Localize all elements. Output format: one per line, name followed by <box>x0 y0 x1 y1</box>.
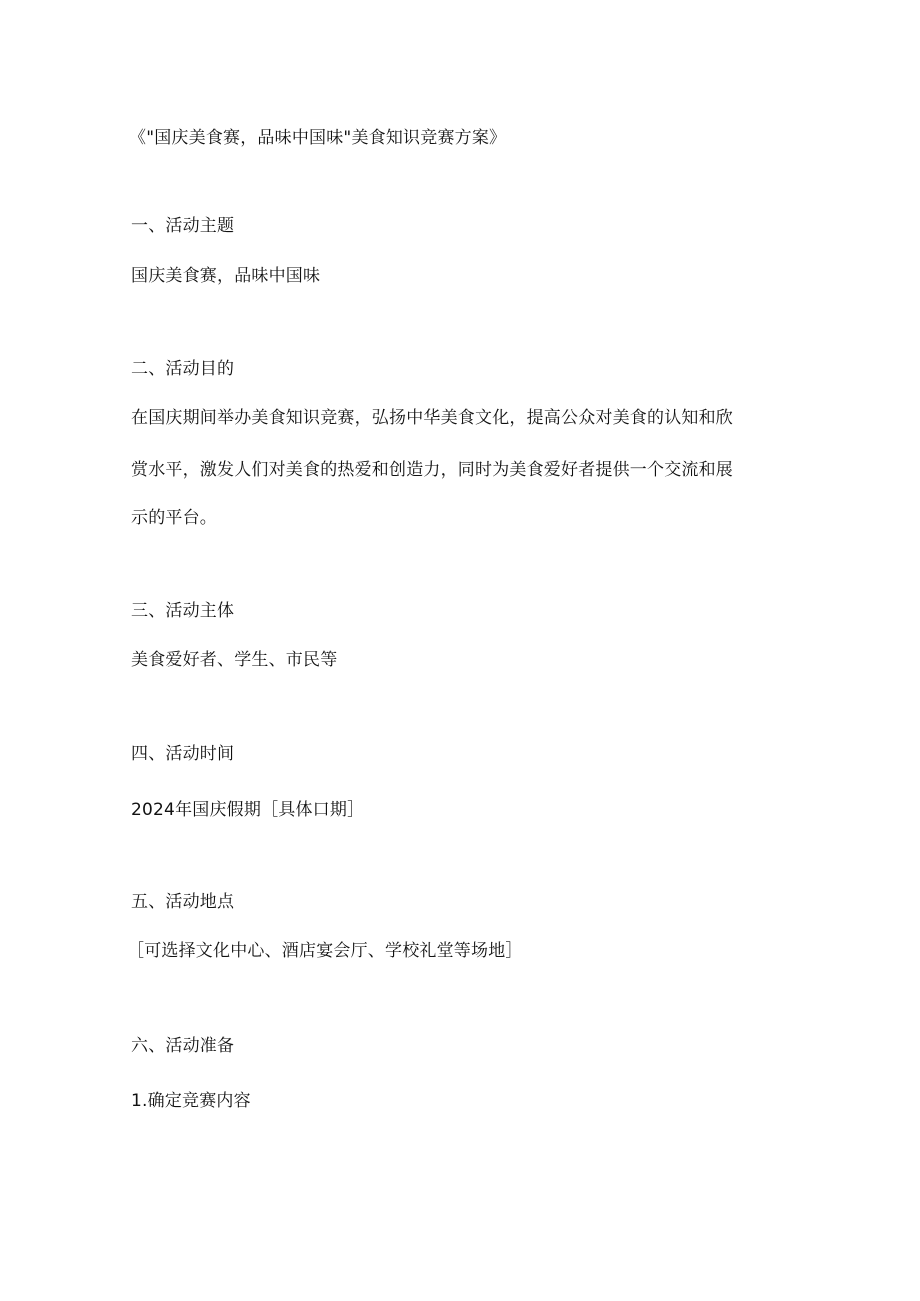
section-heading-purpose: 二、活动目的 <box>131 359 235 379</box>
section-text-participants: 美食爱好者、学生、市民等 <box>131 650 338 670</box>
section-text-preparation: 1.确定竞赛内容 <box>131 1091 251 1111</box>
document-title: 《"国庆美食赛，品味中国味"美食知识竞赛方案》 <box>129 128 507 148</box>
section-text-purpose-line-1: 在国庆期间举办美食知识竞赛，弘扬中华美食文化，提高公众对美食的认知和欣 <box>131 408 733 428</box>
section-text-theme: 国庆美食赛，品味中国味 <box>131 266 321 286</box>
section-heading-participants: 三、活动主体 <box>131 601 235 621</box>
section-text-purpose-line-3: 示的平台。 <box>131 508 217 528</box>
section-text-location: ［可选择文化中心、酒店宴会厅、学校礼堂等场地］ <box>127 941 523 961</box>
section-heading-preparation: 六、活动准备 <box>131 1036 235 1056</box>
section-heading-time: 四、活动时间 <box>131 744 235 764</box>
section-text-time: 2024年国庆假期［具体口期］ <box>131 800 365 820</box>
section-text-purpose-line-2: 赏水平，激发人们对美食的热爱和创造力，同时为美食爱好者提供一个交流和展 <box>131 460 733 480</box>
section-heading-theme: 一、活动主题 <box>131 216 235 236</box>
section-heading-location: 五、活动地点 <box>131 892 235 912</box>
